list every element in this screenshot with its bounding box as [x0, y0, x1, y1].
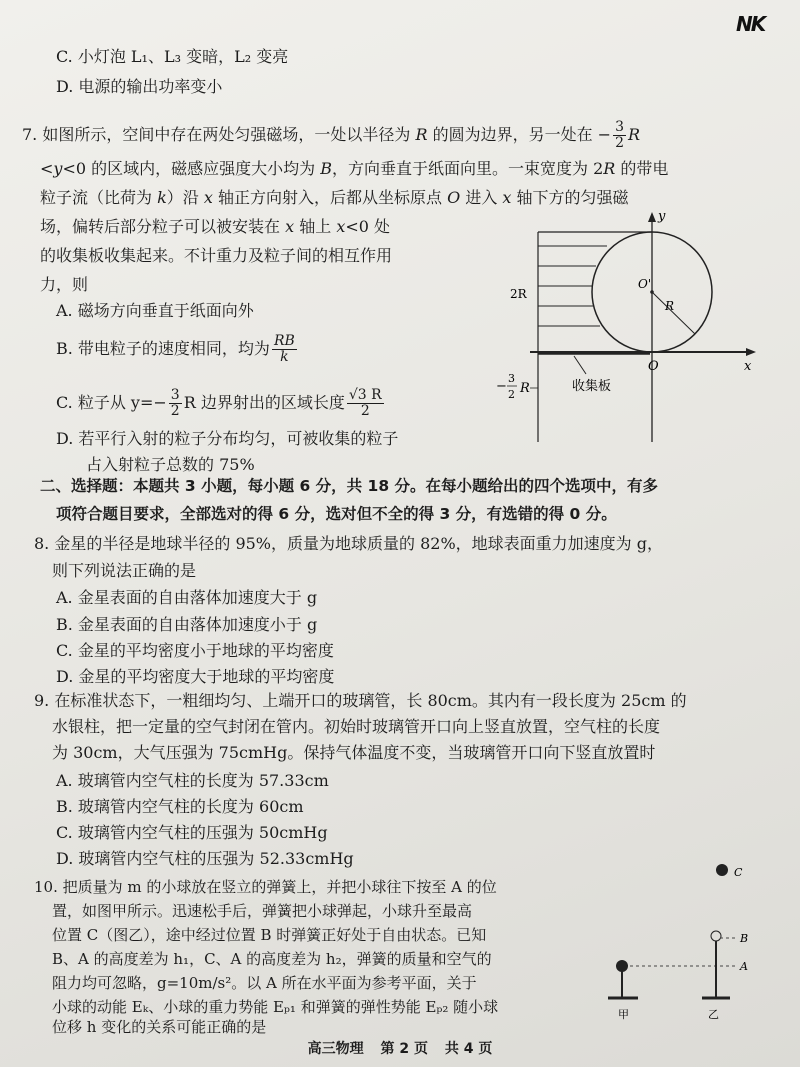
footer-total: 共 4 页	[444, 1041, 493, 1057]
label-b: B	[740, 932, 749, 945]
q7-stem-line4: 场，偏转后部分粒子可以被安装在 x 轴上 x<0 处	[40, 217, 391, 236]
q7-option-a: A. 磁场方向垂直于纸面向外	[56, 301, 254, 320]
lower-bound-num: 3	[508, 372, 515, 385]
footer-subject: 高三物理	[307, 1041, 364, 1057]
q10-stem-line5: 阻力均可忽略，g=10m/s²。以 A 所在水平面为参考平面，关于	[52, 974, 477, 992]
label-a: A	[740, 960, 748, 973]
beam-width-label: 2R	[510, 287, 527, 301]
q10-stem-line2: 置，如图甲所示。迅速松手后，弹簧把小球弹起，小球升至最高	[52, 902, 473, 920]
publisher-logo: NK	[736, 12, 765, 36]
q6-option-d: D. 电源的输出功率变小	[56, 77, 223, 96]
q9-option-a: A. 玻璃管内空气柱的长度为 57.33cm	[56, 771, 329, 790]
q8-stem-line2: 则下列说法正确的是	[52, 561, 197, 580]
q7-stem-line5: 的收集板收集起来。不计重力及粒子间的相互作用	[40, 246, 393, 265]
q7-magnetic-field-figure	[490, 206, 770, 452]
ball-outline-at-b	[711, 931, 721, 941]
collector-plate-label: 收集板	[572, 379, 612, 394]
radius-label: R	[665, 299, 675, 313]
footer-page: 第 2 页	[380, 1041, 428, 1057]
label-c: C	[734, 866, 743, 879]
q7-option-b: B. 带电粒子的速度相同，均为 $\frac{RB}{k}$	[56, 333, 295, 365]
q9-stem-line3: 为 30cm，大气压强为 75cmHg。保持气体温度不变，当玻璃管开口向下竖直放置时	[52, 743, 656, 762]
x-axis-arrow	[746, 348, 756, 356]
q10-stem-line1: 10. 把质量为 m 的小球放在竖立的弹簧上，并把小球往下按至 A 的位	[34, 878, 497, 896]
q9-stem-line2: 水银柱，把一定量的空气封闭在管内。初始时玻璃管开口向上竖直放置，空气柱的长度	[52, 717, 661, 736]
q7-stem-line3: 粒子流（比荷为 k）沿 x 轴正方向射入，后都从坐标原点 O 进入 x 轴下方的匀强磁	[40, 188, 629, 207]
q10-stem-line6: 小球的动能 Eₖ、小球的重力势能 Eₚ₁ 和弹簧的弹性势能 Eₚ₂ 随小球	[52, 998, 499, 1016]
q6-option-c: C. 小灯泡 L₁、L₃ 变暗，L₂ 变亮	[56, 47, 289, 66]
q8-option-b: B. 金星表面的自由落体加速度小于 g	[56, 615, 318, 634]
q7-stem-line6: 力，则	[40, 275, 89, 294]
lower-bound-r: R	[520, 381, 530, 396]
q7-stem-line1: 7. 如图所示，空间中存在两处匀强磁场，一处以半径为 R 的圆为边界，另一处在 − $\frac{3}{2}$ R	[22, 119, 641, 151]
q7-stem-line2: <y<0 的区域内，磁感应强度大小均为 B，方向垂直于纸面向里。一束宽度为 2R 的带电	[40, 159, 669, 178]
q10-spring-figure	[600, 856, 780, 1026]
frac-3-2: $\frac{3}{2}$	[615, 119, 625, 151]
q7-option-d-line1: D. 若平行入射的粒子分布均匀，可被收集的粒子	[56, 429, 399, 448]
q9-stem-line1: 9. 在标准状态下，一粗细均匀、上端开口的玻璃管，长 80cm。其内有一段长度为 25cm 的	[34, 691, 687, 710]
q8-option-a: A. 金星表面的自由落体加速度大于 g	[56, 588, 318, 607]
q8-option-d: D. 金星的平均密度大于地球的平均密度	[56, 667, 335, 686]
ball-at-c	[716, 864, 728, 876]
q7-option-c: C. 粒子从 y=− $\frac{3}{2}$ R 边界射出的区域长度 $\frac{√3 R}{2}$	[56, 387, 382, 419]
plate-pointer	[574, 356, 586, 374]
section2-heading-line2: 项符合题目要求，全部选对的得 6 分，选对但不全的得 3 分，有选错的得 0 分。	[56, 505, 617, 523]
y-axis-label: y	[658, 209, 666, 224]
lower-bound-den: 2	[508, 388, 515, 401]
lower-bound-minus: −	[496, 379, 507, 394]
section2-heading-line1: 二、选择题：本题共 3 小题，每小题 6 分，共 18 分。在每小题给出的四个选项中，有多	[40, 477, 659, 495]
q9-option-d: D. 玻璃管内空气柱的压强为 52.33cmHg	[56, 849, 354, 868]
q8-option-c: C. 金星的平均密度小于地球的平均密度	[56, 641, 334, 660]
q10-stem-line4: B、A 的高度差为 h₁，C、A 的高度差为 h₂，弹簧的质量和空气的	[52, 950, 492, 968]
q9-option-c: C. 玻璃管内空气柱的压强为 50cmHg	[56, 823, 328, 842]
q10-stem-line3: 位置 C（图乙），途中经过位置 B 时弹簧正好处于自由状态。已知	[52, 926, 487, 944]
page-footer	[0, 1038, 800, 1058]
y-axis-arrow	[648, 212, 656, 222]
origin-label: O	[648, 359, 659, 374]
caption-yi: 乙	[708, 1008, 719, 1021]
caption-jia: 甲	[618, 1008, 629, 1021]
q10-stem-line7: 位移 h 变化的关系可能正确的是	[52, 1018, 267, 1036]
q9-option-b: B. 玻璃管内空气柱的长度为 60cm	[56, 797, 304, 816]
x-axis-label: x	[744, 359, 752, 374]
q7-option-d-line2: 占入射粒子总数的 75%	[86, 455, 255, 474]
q8-stem-line1: 8. 金星的半径是地球半径的 95%，质量为地球质量的 82%，地球表面重力加速度为 g，	[34, 534, 663, 553]
circle-center-label: O'	[638, 277, 652, 291]
ball-at-a	[616, 960, 628, 972]
